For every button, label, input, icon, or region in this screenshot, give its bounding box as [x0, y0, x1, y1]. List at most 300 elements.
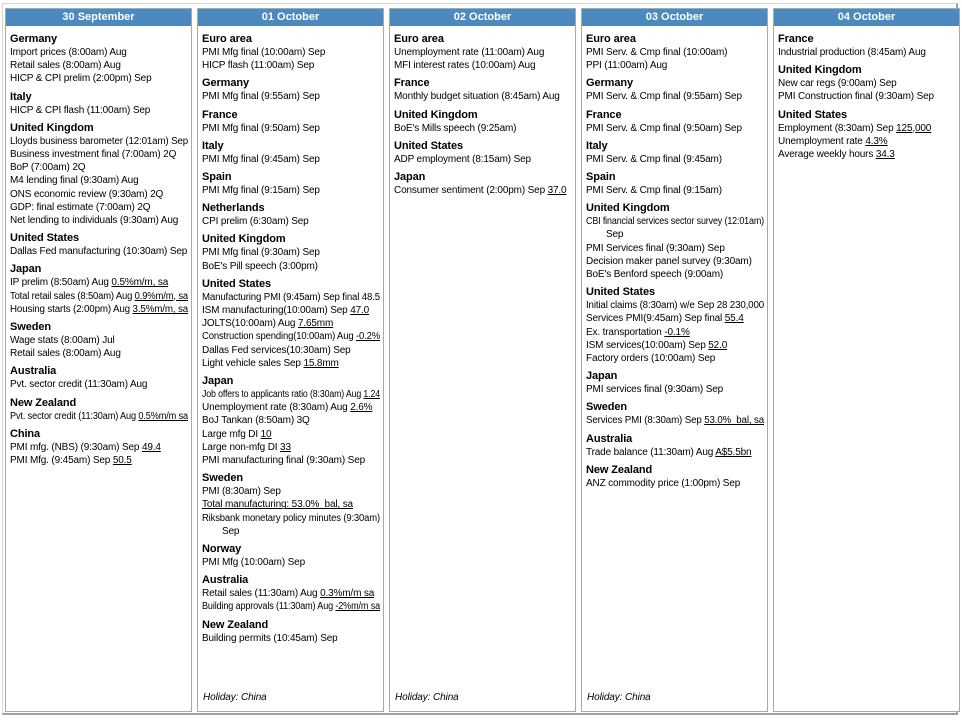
- event-label: M4 lending final (9:30am) Aug: [10, 175, 139, 187]
- country-header-france: France: [778, 33, 814, 45]
- event-text: [586, 184, 722, 197]
- event-line: [202, 260, 380, 273]
- event-text: [778, 46, 926, 59]
- event-text: [202, 512, 380, 525]
- event-label: Light vehicle sales Sep: [202, 357, 304, 369]
- event-line: [586, 352, 764, 365]
- event-text: [778, 90, 934, 103]
- event-text: [202, 401, 372, 414]
- event-text: [10, 245, 187, 258]
- event-text: [394, 59, 535, 72]
- event-line: [202, 330, 380, 343]
- day-column-03-october: [581, 8, 768, 712]
- day-events: [582, 26, 767, 711]
- event-label: BoP (7:00am) 2Q: [10, 162, 86, 174]
- event-label: BoE's Pill speech (3:00pm): [202, 260, 318, 272]
- event-text: [202, 304, 369, 317]
- country-header-united-states: United States: [778, 108, 847, 121]
- country-header-italy: Italy: [202, 139, 224, 152]
- event-text: [10, 72, 151, 85]
- event-continuation: Sep: [606, 229, 624, 241]
- event-line: [586, 299, 764, 312]
- event-line: [202, 388, 380, 401]
- country-header-sweden: Sweden: [202, 472, 243, 485]
- event-line: [202, 512, 380, 538]
- event-label: HICP flash (11:00am) Sep: [202, 60, 315, 72]
- event-line: [394, 184, 572, 197]
- event-line: [778, 135, 956, 148]
- country-header-china: China: [10, 427, 41, 440]
- event-text: [10, 59, 121, 72]
- country-header-united-states: United States: [586, 286, 655, 299]
- event-label: Unemployment rate (8:30am) Aug: [202, 402, 351, 414]
- event-line: [202, 401, 380, 414]
- event-label: PMI Serv. & Cmp final (9:45am): [586, 153, 722, 165]
- event-text: [778, 148, 895, 161]
- event-line: [586, 184, 764, 197]
- event-text: [586, 352, 715, 365]
- country-header-euro-area: Euro area: [202, 33, 252, 45]
- country-header-united-kingdom: United Kingdom: [394, 108, 478, 121]
- event-label: Employment (8:30am) Sep: [778, 122, 897, 134]
- event-text: [394, 184, 566, 197]
- event-text: [586, 339, 727, 352]
- event-text: [586, 446, 751, 459]
- event-text: [394, 153, 531, 166]
- event-line: [10, 201, 188, 214]
- event-text: [202, 46, 325, 59]
- event-label: PMI Mfg (10:00am) Sep: [202, 557, 306, 569]
- country-header-new-zealand: New Zealand: [10, 396, 77, 409]
- event-label: Average weekly hours: [778, 149, 876, 161]
- day-events: [198, 26, 383, 711]
- holiday-note: Holiday: China: [395, 692, 459, 703]
- country-header-norway: Norway: [202, 543, 242, 556]
- event-text: [10, 214, 178, 227]
- event-value: 0.5%m/m, sa: [111, 277, 169, 289]
- event-line: [10, 135, 188, 148]
- event-value: 7.65mm: [297, 318, 334, 330]
- event-label: Retail sales (8:00am) Aug: [10, 348, 121, 360]
- event-text: [202, 454, 365, 467]
- country-header-japan: Japan: [394, 171, 426, 184]
- event-line: [778, 122, 956, 135]
- event-label: Wage stats (8:00am) Jul: [10, 335, 115, 347]
- event-line: [778, 46, 956, 59]
- country-header-japan: Japan: [10, 263, 42, 276]
- event-line: [586, 122, 764, 135]
- date-header: 04 October: [774, 9, 959, 26]
- event-line: [586, 339, 764, 352]
- event-text: [202, 632, 338, 645]
- event-text: [202, 498, 353, 511]
- country-header-japan: Japan: [586, 370, 618, 383]
- event-label: Business investment final (7:00am) 2Q: [10, 149, 177, 161]
- event-value: 52.0: [708, 339, 728, 351]
- event-text: [10, 201, 150, 214]
- country-header-spain: Spain: [586, 171, 616, 184]
- date-header: 03 October: [582, 9, 767, 26]
- event-line: [10, 46, 188, 59]
- event-line: [202, 153, 380, 166]
- event-continuation: Sep: [222, 525, 240, 537]
- event-line: [586, 312, 764, 325]
- country-header-euro-area: Euro area: [394, 33, 444, 45]
- event-line: [778, 148, 956, 161]
- event-label: Large mfg DI: [202, 428, 261, 440]
- event-value: 15.8mm: [303, 357, 339, 369]
- date-header: 02 October: [390, 9, 575, 26]
- event-label: Building approvals (11:30am) Aug: [202, 601, 336, 613]
- event-label: Construction spending(10:00am) Aug: [202, 331, 356, 343]
- country-header-united-states: United States: [10, 232, 79, 245]
- event-value: 0.5%m/m sa: [138, 410, 188, 422]
- event-line: [586, 215, 764, 241]
- event-line: [394, 90, 572, 103]
- event-label: Factory orders (10:00am) Sep: [586, 353, 716, 365]
- event-line: [202, 184, 380, 197]
- event-line: [10, 59, 188, 72]
- event-label: IP prelim (8:50am) Aug: [10, 277, 112, 289]
- event-value: 33: [280, 441, 291, 453]
- event-line: [202, 485, 380, 498]
- event-text: [778, 135, 888, 148]
- event-value: A$5.5bn: [715, 446, 752, 458]
- event-line: [586, 326, 764, 339]
- event-label: BoE's Mills speech (9:25am): [394, 122, 517, 134]
- event-line: [394, 122, 572, 135]
- event-label: PMI (8:30am) Sep: [202, 486, 281, 498]
- event-text: [778, 77, 897, 90]
- event-text: [10, 161, 85, 174]
- event-text: [10, 441, 161, 454]
- event-value: 10: [260, 428, 272, 440]
- event-label: Consumer sentiment (2:00pm) Sep: [394, 185, 548, 197]
- event-line: [202, 441, 380, 454]
- event-text: [10, 148, 176, 161]
- event-line: [202, 498, 380, 511]
- event-text: [202, 215, 309, 228]
- event-line: [10, 174, 188, 187]
- event-label: Decision maker panel survey (9:30am): [586, 255, 752, 267]
- event-label: Housing starts (2:00pm) Aug: [10, 303, 133, 315]
- event-label: ISM services(10:00am) Sep: [586, 339, 709, 351]
- event-label: CBI financial services sector survey (12:01am): [586, 216, 764, 228]
- day-events: [774, 26, 959, 711]
- event-text: [202, 330, 380, 343]
- event-text: [586, 242, 725, 255]
- event-label: Riksbank monetary policy minutes (9:30am): [202, 512, 380, 524]
- event-value: 0.3%m/m sa: [320, 588, 375, 600]
- holiday-note: Holiday: China: [587, 692, 651, 703]
- event-line: [10, 303, 188, 316]
- event-label: PMI services final (9:30am) Sep: [586, 384, 724, 396]
- event-label: HICP & CPI flash (11:00am) Sep: [10, 104, 151, 116]
- event-line: [10, 276, 188, 289]
- event-label: Lloyds business barometer (12:01am) Sep: [10, 135, 188, 147]
- event-value: 2.6%: [350, 402, 373, 414]
- event-line: [202, 454, 380, 467]
- event-label: Unemployment rate (11:00am) Aug: [394, 47, 545, 58]
- event-line: [10, 245, 188, 258]
- event-line: [778, 77, 956, 90]
- event-label: GDP: final estimate (7:00am) 2Q: [10, 201, 151, 213]
- event-label: PMI Construction final (9:30am) Sep: [778, 91, 934, 103]
- country-header-new-zealand: New Zealand: [202, 618, 269, 631]
- event-label: Services PMI (8:30am) Sep: [586, 415, 705, 427]
- event-label: PMI mfg. (NBS) (9:30am) Sep: [10, 441, 142, 453]
- event-label: ADP employment (8:15am) Sep: [394, 153, 531, 165]
- event-line: [586, 477, 764, 490]
- event-value: 47.0: [350, 305, 370, 317]
- event-text: [202, 600, 380, 613]
- event-line: [10, 410, 188, 423]
- event-line: [586, 383, 764, 396]
- event-value: 34.3: [875, 149, 895, 161]
- event-text: [586, 90, 742, 103]
- country-header-sweden: Sweden: [586, 401, 627, 414]
- event-label: ONS economic review (9:30am) 2Q: [10, 188, 164, 200]
- date-header: 30 September: [6, 9, 191, 26]
- event-line: [202, 246, 380, 259]
- event-line: [586, 268, 764, 281]
- event-label: Initial claims (8:30am) w/e Sep 28 230,000: [586, 300, 764, 312]
- event-text: [10, 334, 115, 347]
- event-label: PMI Serv. & Cmp final (9:55am) Sep: [586, 91, 742, 103]
- event-value: -0.1%: [664, 326, 690, 338]
- event-text: [202, 59, 314, 72]
- event-text: [202, 556, 305, 569]
- event-value: 55.4: [724, 313, 744, 325]
- country-header-france: France: [202, 108, 238, 121]
- event-line: [202, 46, 380, 59]
- event-label: Dallas Fed services(10:30am) Sep: [202, 344, 351, 356]
- event-line: [202, 122, 380, 135]
- country-header-italy: Italy: [586, 139, 608, 152]
- event-label: PMI Mfg final (9:15am) Sep: [202, 185, 320, 197]
- event-text: [394, 90, 560, 103]
- event-label: PMI Mfg final (9:45am) Sep: [202, 153, 320, 165]
- country-header-united-states: United States: [202, 277, 271, 290]
- event-label: PMI Mfg final (9:30am) Sep: [202, 247, 320, 259]
- event-value: 0.9%m/m, sa: [134, 290, 188, 302]
- event-text: [202, 122, 320, 135]
- country-header-germany: Germany: [586, 77, 633, 90]
- event-line: [586, 242, 764, 255]
- event-line: [586, 59, 764, 72]
- event-label: Total retail sales (8:50am) Aug: [10, 290, 135, 302]
- event-text: [586, 46, 727, 59]
- event-text: [10, 188, 163, 201]
- event-line: [202, 632, 380, 645]
- event-label: PMI Serv. & Cmp final (9:50am) Sep: [586, 122, 742, 134]
- event-label: PMI Services final (9:30am) Sep: [586, 242, 725, 254]
- event-text: [10, 410, 188, 423]
- event-line: [10, 148, 188, 161]
- event-label: Import prices (8:00am) Aug: [10, 47, 127, 58]
- event-label: PMI Serv. & Cmp final (10:00am): [586, 47, 728, 58]
- event-text: [394, 122, 516, 135]
- event-line: [202, 304, 380, 317]
- country-header-france: France: [586, 108, 622, 121]
- event-text: [586, 153, 722, 166]
- event-text: [586, 383, 723, 396]
- event-line: [202, 428, 380, 441]
- event-value: 49.4: [141, 441, 161, 453]
- country-header-australia: Australia: [586, 432, 633, 445]
- country-header-sweden: Sweden: [10, 321, 51, 334]
- country-header-euro-area: Euro area: [586, 33, 636, 45]
- event-line: [10, 378, 188, 391]
- event-label: Dallas Fed manufacturing (10:30am) Sep: [10, 246, 188, 258]
- event-line: [10, 454, 188, 467]
- event-label: Services PMI(9:45am) Sep final: [586, 313, 725, 325]
- event-text: [202, 246, 320, 259]
- country-header-france: France: [394, 77, 430, 90]
- event-line: [10, 290, 188, 303]
- event-line: [10, 347, 188, 360]
- country-header-new-zealand: New Zealand: [586, 463, 653, 476]
- event-text: [586, 477, 740, 490]
- event-label: PMI Mfg final (9:50am) Sep: [202, 122, 320, 134]
- event-value: Total manufacturing: 53.0% bal, sa: [202, 499, 353, 511]
- event-line: [202, 414, 380, 427]
- day-events: [6, 26, 191, 711]
- event-label: ANZ commodity price (1:00pm) Sep: [586, 477, 741, 489]
- event-line: [10, 161, 188, 174]
- event-label: Retail sales (8:00am) Aug: [10, 60, 121, 72]
- event-label: BoE's Benford speech (9:00am): [586, 269, 724, 281]
- event-value: -2%m/m sa: [335, 601, 380, 613]
- country-header-united-states: United States: [394, 139, 463, 152]
- event-label: Manufacturing PMI (9:45am) Sep final 48.5: [202, 291, 380, 303]
- event-line: [202, 90, 380, 103]
- event-text: [10, 104, 150, 117]
- event-text: [586, 215, 764, 228]
- event-label: PMI Mfg final (9:55am) Sep: [202, 91, 320, 103]
- day-column-02-october: [389, 8, 576, 712]
- event-text: [202, 428, 271, 441]
- event-label: HICP & CPI prelim (2:00pm) Sep: [10, 73, 152, 85]
- economic-calendar: [5, 8, 960, 712]
- day-column-01-october: [197, 8, 384, 712]
- event-line: [394, 46, 572, 59]
- event-line: [394, 153, 572, 166]
- event-line: [10, 334, 188, 347]
- holiday-note: Holiday: China: [203, 692, 267, 703]
- event-text: [586, 299, 764, 312]
- country-header-united-kingdom: United Kingdom: [586, 202, 670, 215]
- event-value: 53.0% bal, sa: [704, 415, 764, 427]
- event-line: [202, 556, 380, 569]
- event-label: New car regs (9:00am) Sep: [778, 78, 897, 90]
- event-text: [586, 312, 744, 325]
- event-label: Large non-mfg DI: [202, 441, 281, 453]
- event-line: [586, 414, 764, 427]
- country-header-germany: Germany: [10, 33, 57, 45]
- event-label: Ex. transportation: [586, 326, 665, 338]
- event-label: Building permits (10:45am) Sep: [202, 632, 338, 644]
- country-header-australia: Australia: [202, 574, 249, 587]
- event-text: [202, 317, 333, 330]
- event-text: [10, 347, 121, 360]
- event-text: [202, 357, 339, 370]
- event-value: -0.2%: [355, 331, 380, 343]
- country-header-united-kingdom: United Kingdom: [202, 233, 286, 246]
- event-text: [586, 414, 764, 427]
- event-line: [586, 46, 764, 59]
- event-label: Monthly budget situation (8:45am) Aug: [394, 91, 560, 103]
- event-line: [10, 104, 188, 117]
- event-value: 50.5: [112, 455, 132, 467]
- event-label: Job offers to applicants ratio (8:30am) Aug: [202, 389, 364, 401]
- event-label: Unemployment rate: [778, 135, 866, 147]
- event-value: 125,000: [896, 122, 932, 134]
- event-value: 4.3%: [865, 135, 888, 147]
- event-line: [10, 214, 188, 227]
- event-line: [10, 188, 188, 201]
- event-text: [778, 122, 931, 135]
- event-text: [10, 135, 188, 148]
- event-text: [10, 290, 188, 303]
- event-text: [10, 174, 139, 187]
- event-text: [202, 344, 351, 357]
- event-label: MFI interest rates (10:00am) Aug: [394, 60, 536, 72]
- event-text: [202, 414, 310, 427]
- event-label: Industrial production (8:45am) Aug: [778, 47, 926, 58]
- event-line: [586, 90, 764, 103]
- event-line: [10, 441, 188, 454]
- event-text: [202, 260, 318, 273]
- event-line: [202, 344, 380, 357]
- event-line: [202, 600, 380, 613]
- event-line: [586, 255, 764, 268]
- country-header-italy: Italy: [10, 90, 32, 103]
- event-line: [202, 291, 380, 304]
- event-line: [202, 59, 380, 72]
- country-header-netherlands: Netherlands: [202, 202, 265, 215]
- event-label: Net lending to individuals (9:30am) Aug: [10, 215, 179, 227]
- event-label: Pvt. sector credit (11:30am) Aug: [10, 379, 148, 391]
- country-header-australia: Australia: [10, 365, 57, 378]
- event-line: [586, 446, 764, 459]
- event-text: [10, 303, 188, 316]
- event-text: [202, 485, 281, 498]
- day-column-30-september: [5, 8, 192, 712]
- event-label: PMI Mfg. (9:45am) Sep: [10, 455, 113, 467]
- event-text: [394, 46, 544, 59]
- event-text: [202, 184, 320, 197]
- event-label: Trade balance (11:30am) Aug: [586, 446, 716, 458]
- event-text: [586, 268, 723, 281]
- event-label: PMI Serv. & Cmp final (9:15am): [586, 185, 722, 197]
- event-line: [394, 59, 572, 72]
- event-text: [10, 454, 132, 467]
- event-text: [586, 59, 667, 72]
- event-text: [586, 326, 690, 339]
- event-label: BoJ Tankan (8:50am) 3Q: [202, 415, 310, 427]
- country-header-spain: Spain: [202, 171, 232, 184]
- event-text: [10, 378, 147, 391]
- event-line: [202, 317, 380, 330]
- event-value: 1.24: [363, 389, 380, 401]
- event-label: ISM manufacturing(10:00am) Sep: [202, 305, 351, 317]
- event-label: PMI Mfg final (10:00am) Sep: [202, 47, 326, 58]
- event-label: JOLTS(10:00am) Aug: [202, 318, 298, 330]
- event-label: CPI prelim (6:30am) Sep: [202, 216, 309, 228]
- event-text: [202, 291, 380, 304]
- event-text: [202, 587, 374, 600]
